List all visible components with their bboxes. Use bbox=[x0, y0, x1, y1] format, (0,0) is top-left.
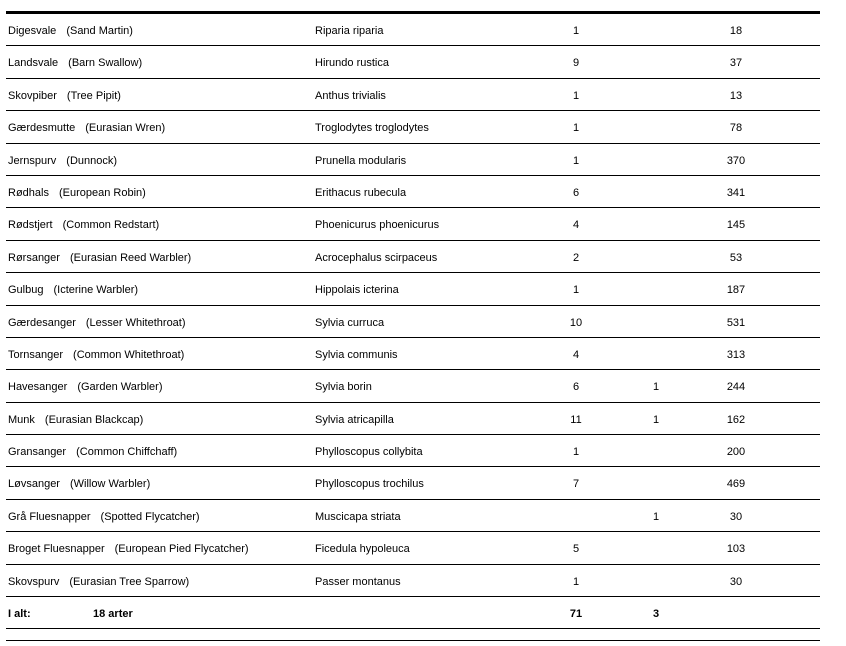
table-row bbox=[6, 144, 820, 176]
danish-name-cell bbox=[8, 403, 143, 437]
count-n3: 370 bbox=[726, 154, 746, 167]
latin-name: Hirundo rustica bbox=[315, 57, 389, 70]
danish-name: Gransanger bbox=[8, 446, 67, 459]
table-row bbox=[6, 403, 820, 435]
table-row bbox=[6, 241, 820, 273]
danish-name-cell bbox=[8, 208, 159, 242]
count-n3: 37 bbox=[729, 57, 743, 70]
english-name: (Garden Warbler) bbox=[77, 381, 163, 394]
count-n3: 30 bbox=[729, 575, 743, 588]
english-name: (Sand Martin) bbox=[66, 25, 133, 37]
count-n1: 2 bbox=[572, 251, 580, 264]
english-name: (Eurasian Tree Sparrow) bbox=[69, 575, 190, 588]
danish-name: Rørsanger bbox=[8, 251, 60, 264]
bird-table bbox=[6, 14, 820, 629]
latin-name: Prunella modularis bbox=[315, 154, 407, 167]
english-name: (Common Redstart) bbox=[62, 219, 160, 232]
count-n1: 11 bbox=[570, 413, 582, 426]
danish-name: Jernspurv bbox=[8, 154, 57, 167]
danish-name: Landsvale bbox=[8, 57, 59, 70]
count-n3: 78 bbox=[729, 122, 743, 135]
count-n1: 1 bbox=[572, 575, 580, 588]
latin-name: Erithacus rubecula bbox=[315, 186, 407, 199]
danish-name-cell bbox=[8, 370, 163, 404]
count-n1: 1 bbox=[572, 284, 580, 297]
count-n1: 6 bbox=[572, 186, 580, 199]
latin-name: Phoenicurus phoenicurus bbox=[315, 219, 440, 232]
count-n3: 145 bbox=[726, 219, 746, 232]
danish-name-cell bbox=[8, 467, 150, 501]
count-n1: 4 bbox=[572, 219, 580, 232]
english-name: (Eurasian Reed Warbler) bbox=[69, 251, 192, 264]
english-name: (Icterine Warbler) bbox=[53, 284, 139, 297]
danish-name-cell bbox=[8, 46, 142, 80]
latin-name: Muscicapa striata bbox=[315, 510, 401, 523]
total-label: I alt: bbox=[8, 608, 31, 621]
english-name: (Barn Swallow) bbox=[68, 57, 143, 70]
count-n2: 1 bbox=[652, 413, 660, 426]
english-name: (Common Whitethroat) bbox=[73, 348, 185, 361]
count-n3: 18 bbox=[729, 25, 743, 37]
count-n1: 9 bbox=[572, 57, 580, 70]
latin-name: Troglodytes troglodytes bbox=[315, 122, 429, 135]
table-row bbox=[6, 14, 820, 46]
total-species-count: 18 arter bbox=[93, 608, 133, 621]
danish-name-cell bbox=[8, 144, 117, 178]
english-name: (Tree Pipit) bbox=[66, 89, 121, 102]
danish-name-cell bbox=[8, 273, 138, 307]
count-n3: 341 bbox=[726, 186, 746, 199]
danish-name: Gulbug bbox=[8, 284, 44, 297]
english-name: (Common Chiffchaff) bbox=[76, 446, 178, 459]
danish-name-cell bbox=[8, 111, 165, 145]
english-name: (Dunnock) bbox=[66, 154, 118, 167]
table-row bbox=[6, 306, 820, 338]
count-n3: 162 bbox=[726, 413, 746, 426]
danish-name-cell bbox=[8, 306, 186, 340]
table-row bbox=[6, 532, 820, 564]
count-n1: 10 bbox=[569, 316, 583, 329]
latin-name: Sylvia curruca bbox=[315, 316, 385, 329]
count-n1: 4 bbox=[572, 348, 580, 361]
danish-name: Løvsanger bbox=[8, 478, 60, 491]
table-row bbox=[6, 273, 820, 305]
table-row bbox=[6, 500, 820, 532]
latin-name: Sylvia communis bbox=[315, 348, 398, 361]
danish-name-cell bbox=[8, 241, 191, 275]
latin-name: Passer montanus bbox=[315, 575, 401, 588]
count-n1: 1 bbox=[572, 122, 580, 135]
latin-name: Phylloscopus trochilus bbox=[315, 478, 424, 491]
danish-name: Rødhals bbox=[8, 186, 49, 199]
danish-name: Gærdesanger bbox=[8, 316, 76, 329]
latin-name: Ficedula hypoleuca bbox=[315, 543, 410, 556]
table-row bbox=[6, 208, 820, 240]
latin-name: Hippolais icterina bbox=[315, 284, 399, 297]
table-row bbox=[6, 46, 820, 78]
danish-name: Broget Fluesnapper bbox=[8, 543, 105, 556]
english-name: (Eurasian Blackcap) bbox=[44, 413, 144, 426]
latin-name: Phylloscopus collybita bbox=[315, 446, 423, 459]
danish-name-cell bbox=[8, 500, 200, 534]
table-row bbox=[6, 176, 820, 208]
count-n1: 1 bbox=[572, 25, 580, 37]
table-row bbox=[6, 370, 820, 402]
count-n1: 1 bbox=[572, 154, 580, 167]
english-name: (Eurasian Wren) bbox=[85, 122, 166, 135]
total-n2: 3 bbox=[652, 608, 660, 621]
count-n2: 1 bbox=[652, 381, 660, 394]
count-n3: 531 bbox=[726, 316, 746, 329]
latin-name: Anthus trivialis bbox=[315, 89, 386, 102]
danish-name-cell bbox=[8, 176, 146, 210]
count-n3: 244 bbox=[726, 381, 746, 394]
latin-name: Sylvia borin bbox=[315, 381, 372, 394]
bird-table-page bbox=[6, 0, 820, 646]
count-n3: 187 bbox=[726, 284, 746, 297]
danish-name: Skovspurv bbox=[8, 575, 60, 588]
english-name: (Willow Warbler) bbox=[69, 478, 151, 491]
latin-name: Riparia riparia bbox=[315, 25, 384, 37]
danish-name-cell bbox=[8, 532, 249, 566]
count-n3: 53 bbox=[729, 251, 743, 264]
table-row bbox=[6, 565, 820, 597]
danish-name-cell bbox=[8, 14, 133, 48]
english-name: (Lesser Whitethroat) bbox=[85, 316, 186, 329]
count-n1: 5 bbox=[572, 543, 580, 556]
total-n1: 71 bbox=[569, 608, 583, 621]
table-row bbox=[6, 79, 820, 111]
danish-name: Grå Fluesnapper bbox=[8, 510, 91, 523]
count-n3: 313 bbox=[726, 348, 746, 361]
count-n1: 7 bbox=[572, 478, 580, 491]
count-n3: 200 bbox=[726, 446, 746, 459]
danish-name: Gærdesmutte bbox=[8, 122, 76, 135]
table-row bbox=[6, 338, 820, 370]
count-n3: 103 bbox=[726, 543, 746, 556]
danish-name-cell bbox=[8, 435, 177, 469]
table-row bbox=[6, 111, 820, 143]
danish-name: Skovpiber bbox=[8, 89, 57, 102]
latin-name: Acrocephalus scirpaceus bbox=[315, 251, 438, 264]
table-row bbox=[6, 467, 820, 499]
total-row bbox=[6, 597, 820, 629]
danish-name: Munk bbox=[8, 413, 35, 426]
danish-name-cell bbox=[8, 338, 184, 372]
danish-name: Rødstjert bbox=[8, 219, 53, 232]
count-n1: 1 bbox=[572, 446, 580, 459]
danish-name: Havesanger bbox=[8, 381, 68, 394]
latin-name: Sylvia atricapilla bbox=[315, 413, 394, 426]
table-row bbox=[6, 435, 820, 467]
bottom-rule bbox=[6, 640, 820, 641]
count-n3: 469 bbox=[726, 478, 746, 491]
english-name: (European Robin) bbox=[58, 186, 146, 199]
count-n3: 30 bbox=[729, 510, 743, 523]
english-name: (Spotted Flycatcher) bbox=[100, 510, 200, 523]
count-n2: 1 bbox=[652, 510, 660, 523]
danish-name: Tornsanger bbox=[8, 348, 64, 361]
count-n1: 6 bbox=[572, 381, 580, 394]
count-n3: 13 bbox=[729, 89, 743, 102]
danish-name-cell bbox=[8, 565, 189, 599]
english-name: (European Pied Flycatcher) bbox=[114, 543, 249, 556]
danish-name: Digesvale bbox=[8, 25, 57, 37]
count-n1: 1 bbox=[572, 89, 580, 102]
danish-name-cell bbox=[8, 79, 121, 113]
